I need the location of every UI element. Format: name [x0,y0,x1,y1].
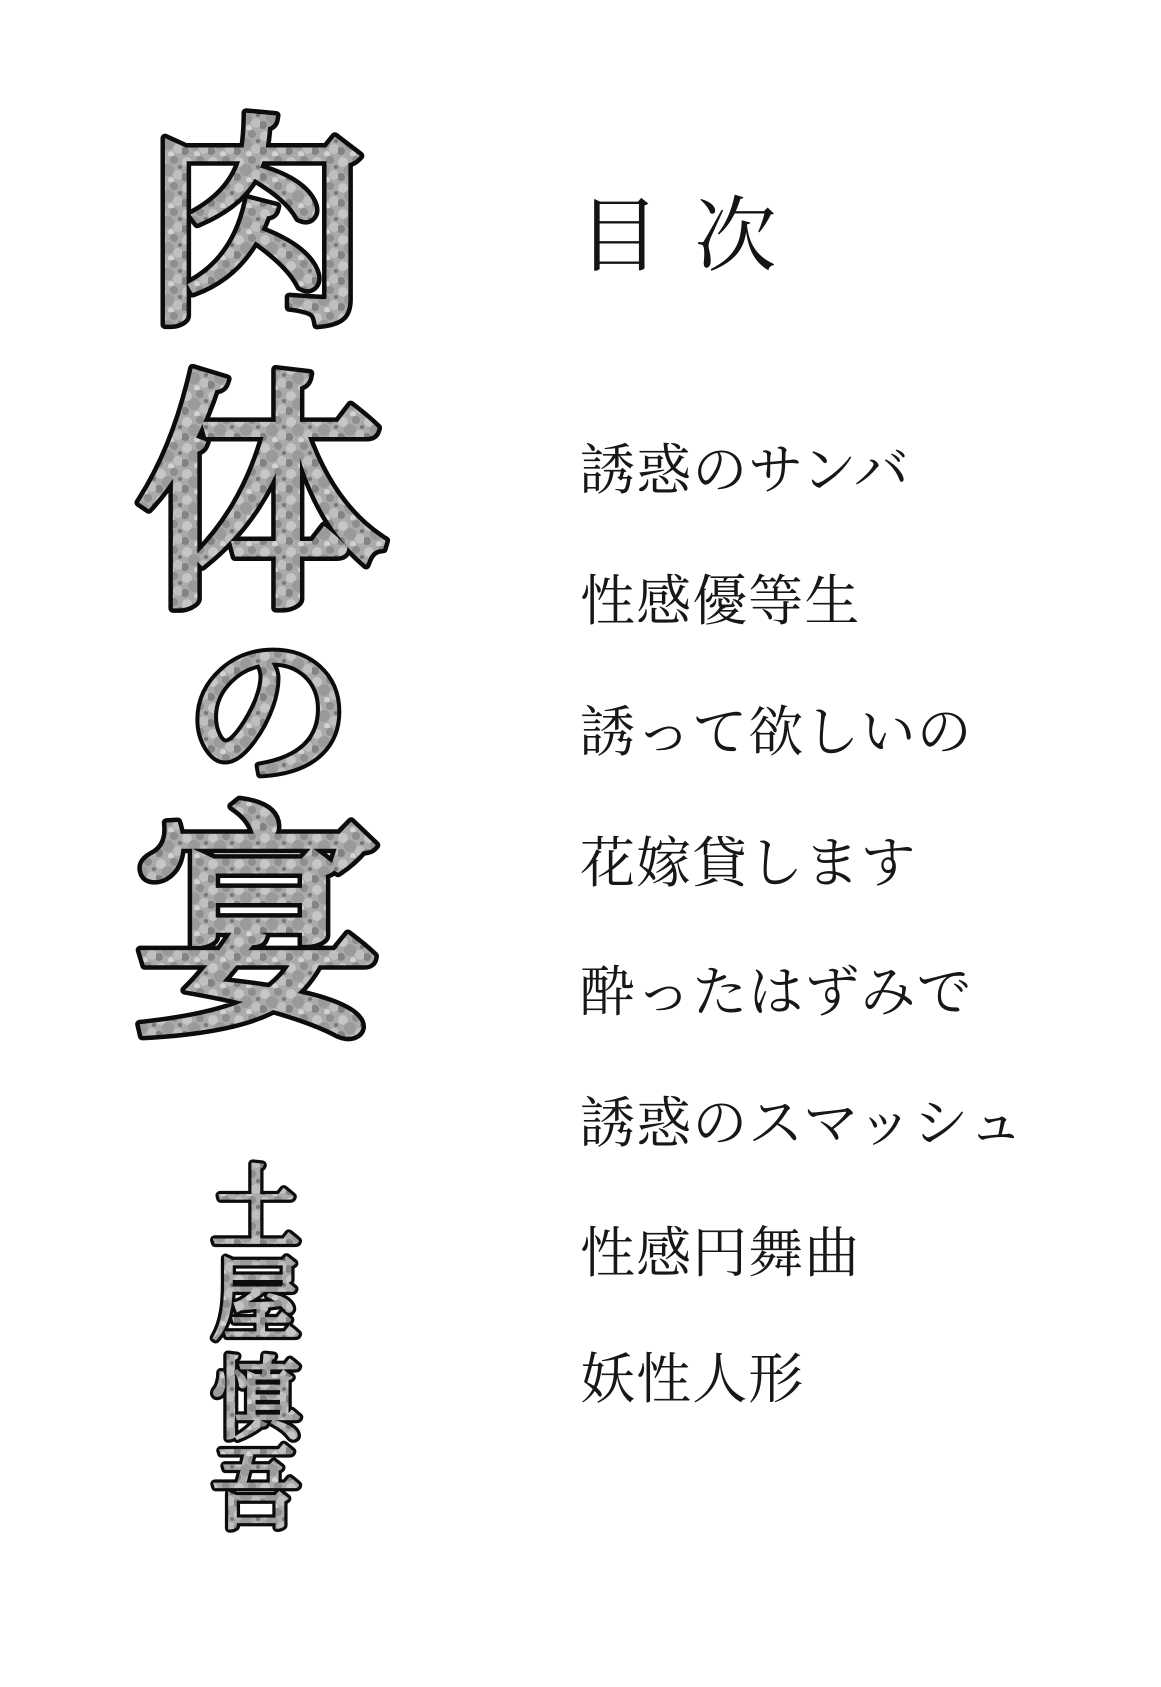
title-char-1: 肉 [143,96,369,358]
toc-item-8: 妖性人形 [580,1348,805,1410]
toc-item-5: 酔ったはずみで [580,961,973,1023]
toc-item-4: 花嫁貸します [580,832,917,894]
toc-item-1: 誘惑のサンバ [580,439,911,501]
toc-heading: 目次 [578,191,811,282]
title-artwork [0,0,480,1687]
author-char-1: 土 [211,1156,301,1262]
author-char-2: 屋 [211,1248,301,1354]
author-char-3: 慎 [211,1347,301,1453]
toc-item-3: 誘って欲しいの [580,701,973,763]
title-char-4: 宴 [134,784,382,1072]
toc-item-6: 誘惑のスマッシュ [580,1092,1025,1154]
author-char-4: 吾 [211,1437,301,1543]
title-char-3: の [184,615,352,811]
title-char-2: 体 [134,351,388,645]
toc-item-7: 性感円舞曲 [580,1222,861,1284]
toc-item-2: 性感優等生 [580,570,861,632]
